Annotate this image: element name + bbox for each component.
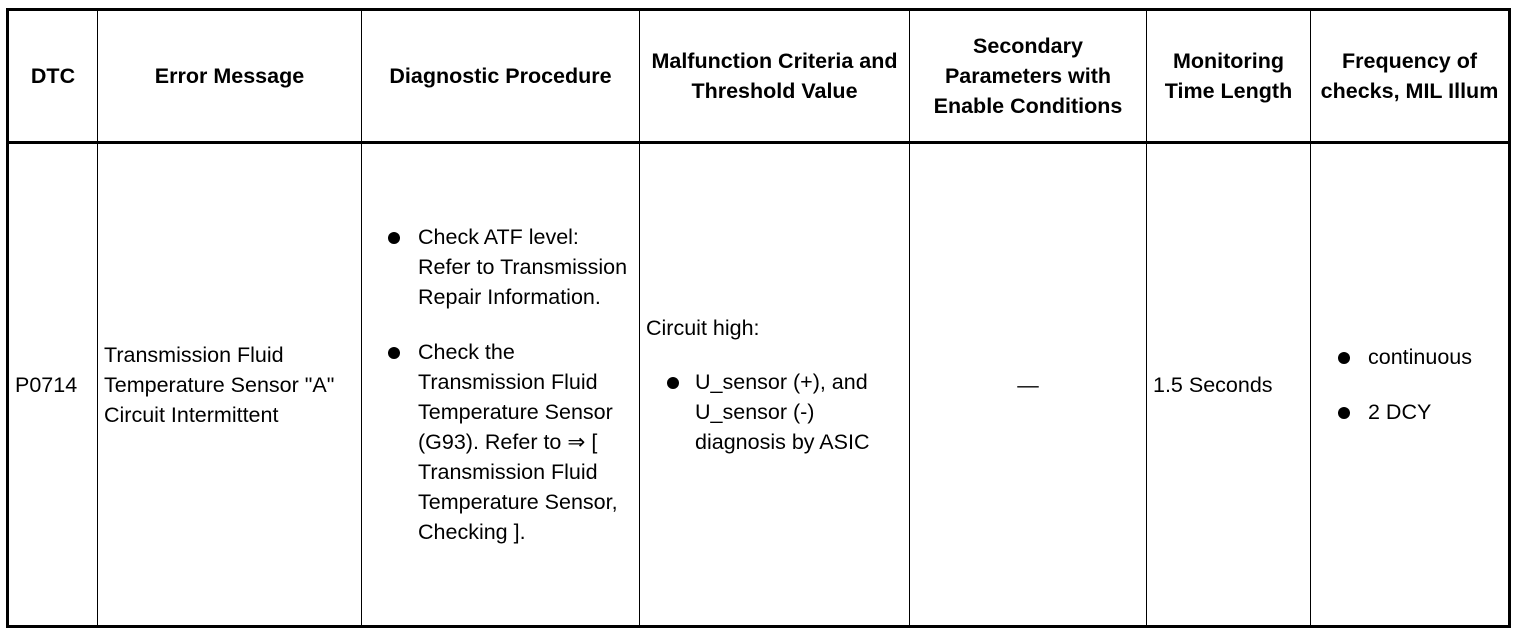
- frequency-item: continuous: [1317, 342, 1502, 372]
- procedure-list: [368, 222, 633, 547]
- malfunction-list: [646, 367, 903, 457]
- dtc-table: [6, 8, 1511, 628]
- frequency-list: [1317, 342, 1502, 427]
- cell-malfunction-criteria: [640, 143, 910, 627]
- cell-secondary-parameters: —: [910, 143, 1147, 627]
- procedure-item: Check the Transmission Fluid Temperature Sensor (G93). Refer to ⇒ [ Transmission Fluid Temperature Sensor, Checking ].: [368, 337, 633, 547]
- table-row: [8, 143, 1510, 627]
- header-frequency: Frequency of checks, MIL Illum: [1311, 10, 1510, 143]
- cell-dtc-code: P0714: [8, 143, 98, 627]
- header-dtc: DTC: [8, 10, 98, 143]
- header-malfunction-criteria: Malfunction Criteria and Threshold Value: [640, 10, 910, 143]
- procedure-item: Check ATF level: Refer to Transmission Repair Information.: [368, 222, 633, 312]
- cell-frequency: [1311, 143, 1510, 627]
- malfunction-intro: Circuit high:: [646, 315, 760, 340]
- cell-diagnostic-procedure: [362, 143, 640, 627]
- header-row: [8, 10, 1510, 143]
- header-error-message: Error Message: [98, 10, 362, 143]
- frequency-item: 2 DCY: [1317, 397, 1502, 427]
- cell-error-message: Transmission Fluid Temperature Sensor "A" Circuit Intermittent: [98, 143, 362, 627]
- header-diagnostic-procedure: Diagnostic Procedure: [362, 10, 640, 143]
- table-header: [8, 10, 1510, 143]
- header-secondary-parameters: Secondary Parameters with Enable Conditions: [910, 10, 1147, 143]
- malfunction-item: U_sensor (+), and U_sensor (-) diagnosis by ASIC: [646, 367, 903, 457]
- table-body: [8, 143, 1510, 627]
- cell-monitoring-time: 1.5 Seconds: [1147, 143, 1311, 627]
- header-monitoring-time: Monitoring Time Length: [1147, 10, 1311, 143]
